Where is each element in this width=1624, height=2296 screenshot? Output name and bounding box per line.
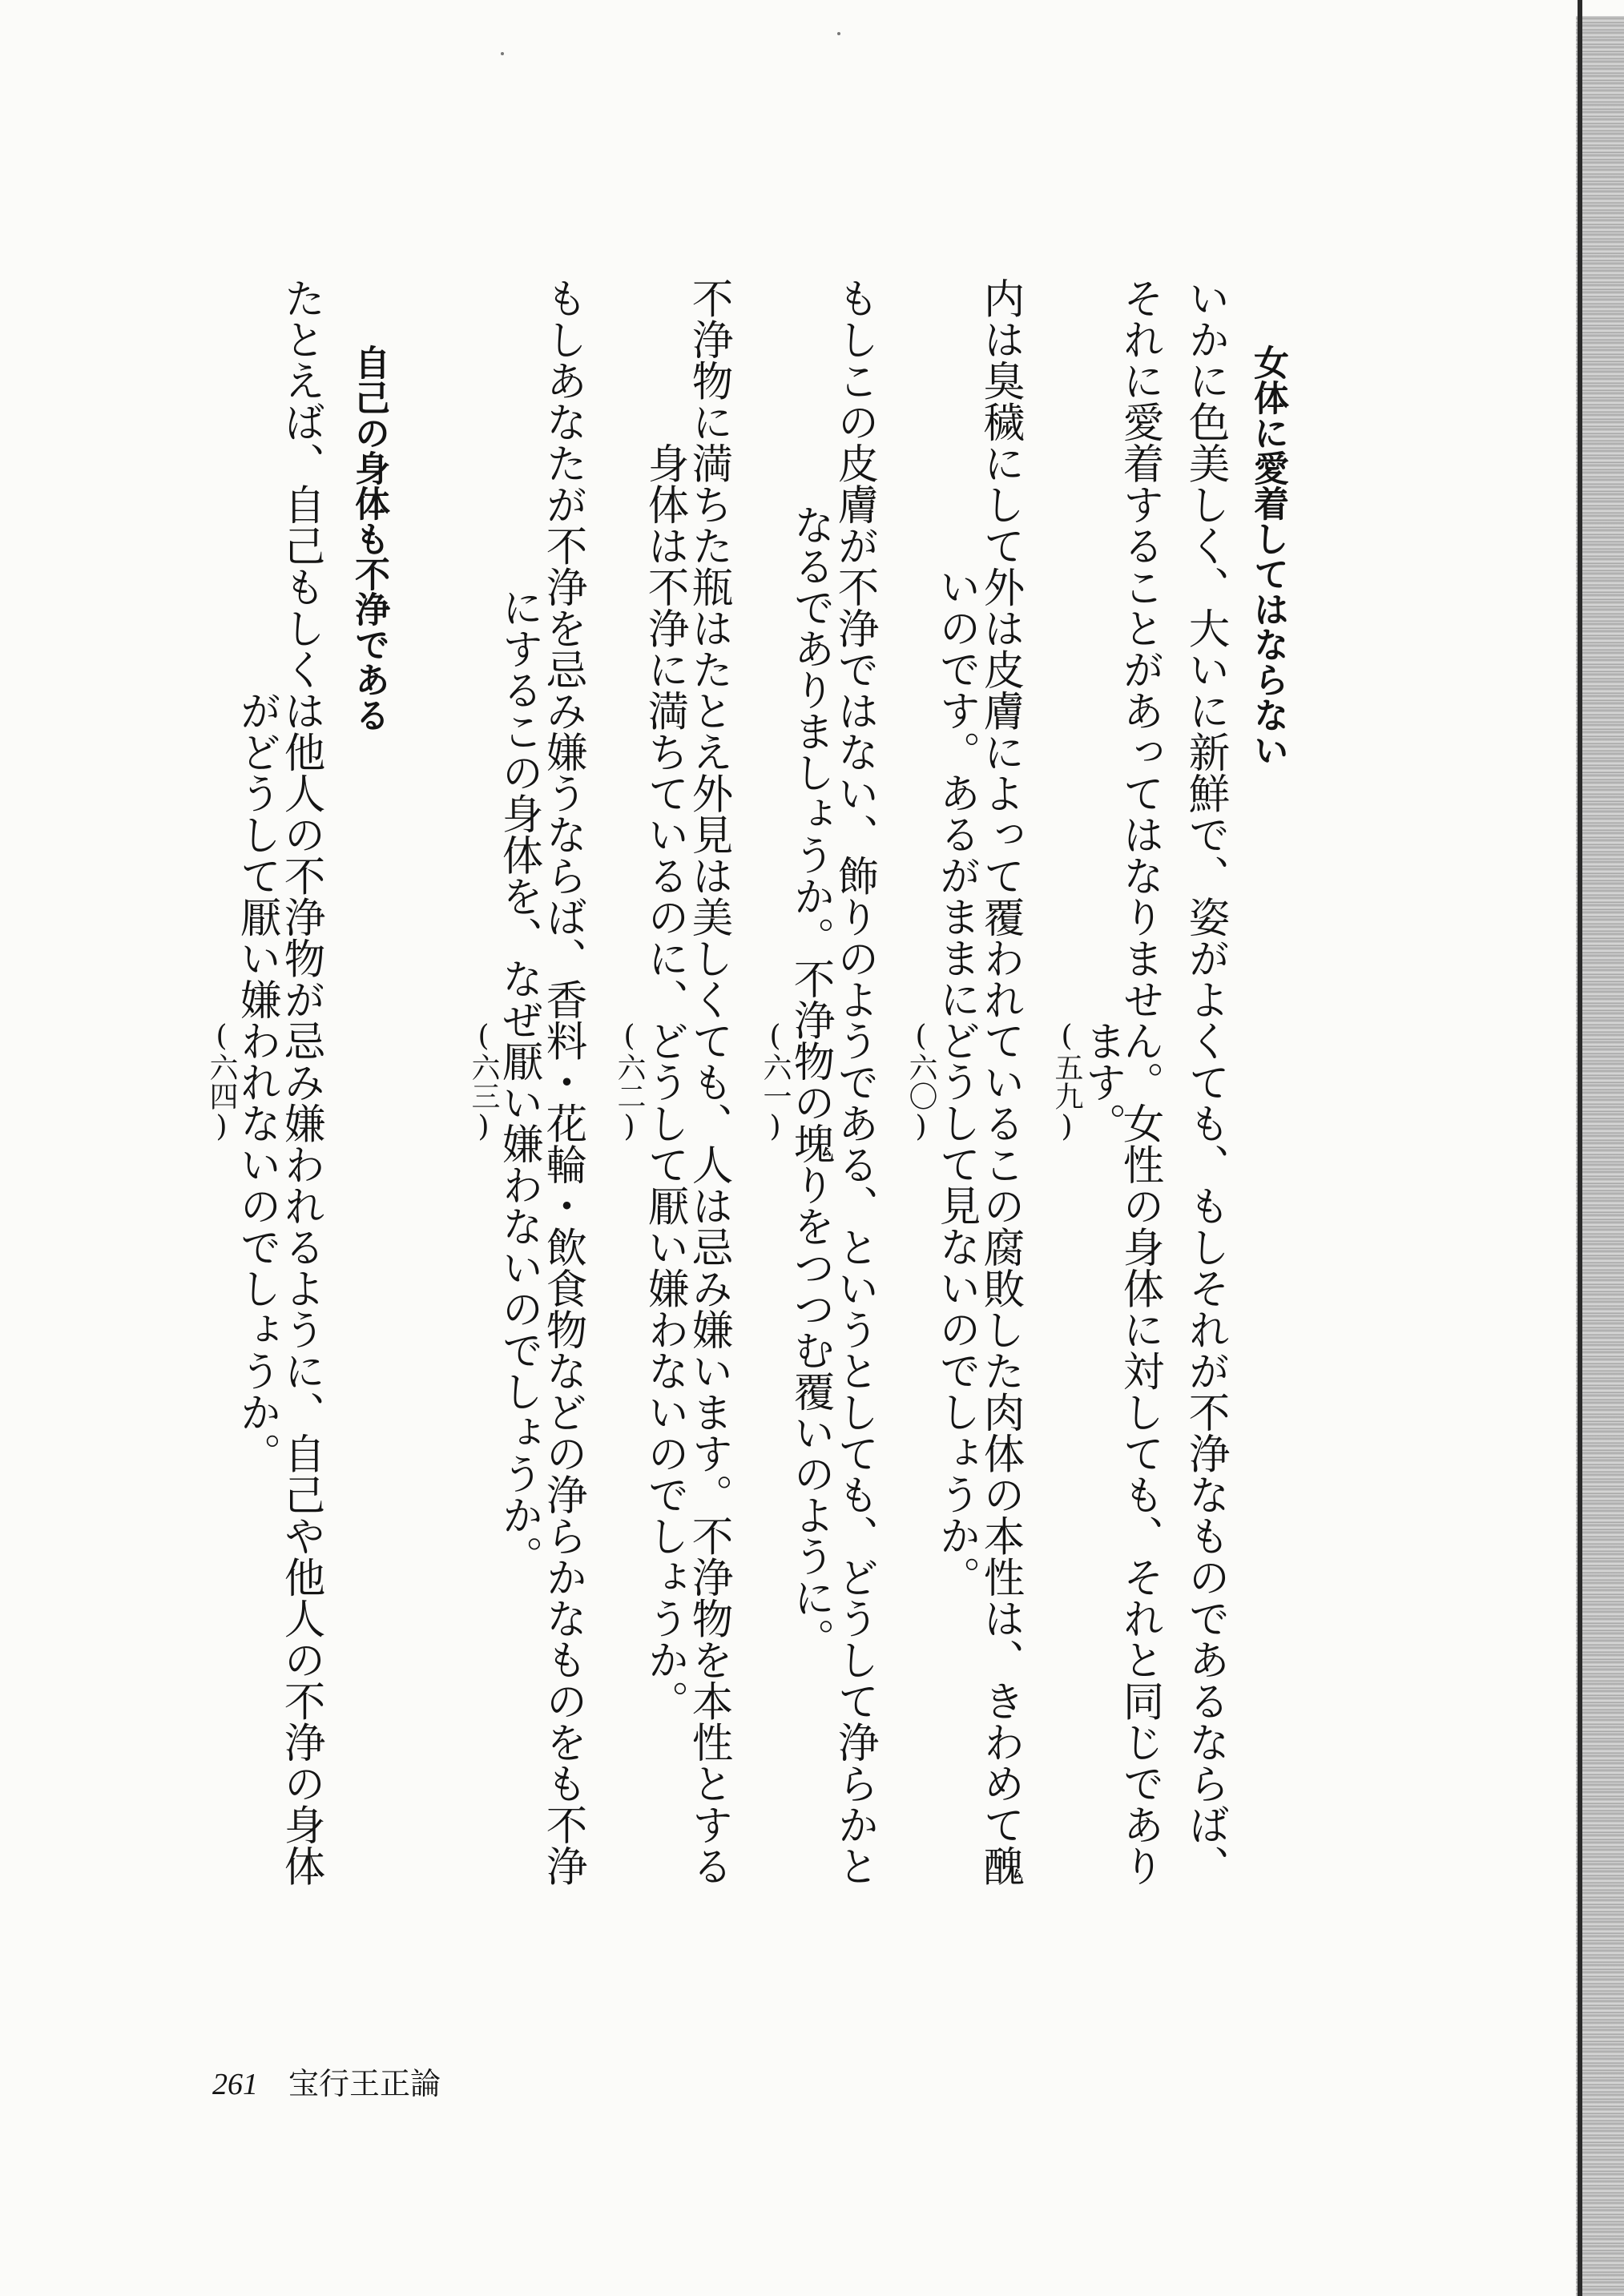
text-line bbox=[613, 320, 689, 1843]
line-content bbox=[467, 320, 543, 1843]
verse-number: (六二) bbox=[613, 1020, 646, 1143]
scan-speck bbox=[837, 32, 840, 35]
line-text: 身体は不浄に満ちているのに、どうして厭い嫌わないのでしょうか。 bbox=[640, 441, 689, 1722]
line-text: もしこの皮膚が不浄ではない、飾りのようである、というとしても、どうして浄らかと bbox=[830, 276, 879, 1887]
text-line bbox=[905, 320, 981, 1843]
line-text: がどうして厭い嫌われないのでしょうか。 bbox=[232, 689, 281, 1474]
line-text: 内は臭穢にして外は皮膚によって覆われているこの腐敗した肉体の本性は、きわめて醜 bbox=[976, 276, 1025, 1887]
verse-number: (六三) bbox=[467, 1020, 500, 1143]
text-line bbox=[976, 276, 1025, 1887]
text-line bbox=[1181, 276, 1230, 1887]
page-number: 261 bbox=[212, 2068, 258, 2101]
line-content bbox=[205, 320, 281, 1843]
text-line bbox=[830, 276, 879, 1887]
section-heading: 自己の身体も不浄である bbox=[349, 344, 389, 732]
line-content bbox=[276, 276, 325, 1887]
binding-edge bbox=[1576, 16, 1624, 2296]
verse-number: (六〇) bbox=[905, 1020, 937, 1143]
page-footer bbox=[212, 2059, 441, 2103]
line-text: それに愛着することがあってはなりません。女性の身体に対しても、それと同じであり bbox=[1115, 276, 1164, 1887]
text-line bbox=[759, 320, 835, 1843]
line-text: いのです。あるがままにどうして見ないのでしょうか。 bbox=[932, 566, 981, 1597]
line-content bbox=[905, 320, 981, 1843]
line-content bbox=[976, 276, 1025, 1887]
text-line bbox=[205, 320, 281, 1843]
line-text: もしあなたが不浄を忌み嫌うならば、香料・花輪・飲食物などの浄らかなものをも不浄 bbox=[538, 276, 587, 1887]
line-content bbox=[684, 276, 733, 1887]
verse-number: (六一) bbox=[759, 1020, 792, 1143]
line-content bbox=[613, 320, 689, 1843]
section-heading: 女体に愛着してはならない bbox=[1247, 344, 1288, 767]
text-line bbox=[684, 276, 733, 1887]
text-line bbox=[467, 320, 543, 1843]
line-content bbox=[538, 276, 587, 1887]
binding-edge-line bbox=[1578, 0, 1582, 2296]
line-content bbox=[759, 320, 835, 1843]
verse-number: (五九) bbox=[1050, 1020, 1083, 1143]
line-text: なるでありましょうか。不浄物の塊りをつつむ覆いのように。 bbox=[786, 504, 835, 1659]
text-line bbox=[538, 276, 587, 1887]
line-text: いかに色美しく、大いに新鮮で、姿がよくても、もしそれが不浄なものであるならば、 bbox=[1181, 276, 1230, 1887]
book-title: 宝行王正論 bbox=[288, 2066, 441, 2101]
line-content bbox=[1181, 276, 1230, 1887]
line-text: ます。 bbox=[1078, 1019, 1126, 1144]
line-content bbox=[1050, 320, 1126, 1843]
scan-speck bbox=[501, 52, 504, 55]
line-text: 不浄物に満ちた瓶はたとえ外見は美しくても、人は忌み嫌います。不浄物を本性とする bbox=[684, 276, 733, 1887]
verse-number: (六四) bbox=[205, 1020, 238, 1143]
line-text: たとえば、自己もしくは他人の不浄物が忌み嫌われるように、自己や他人の不浄の身体 bbox=[276, 276, 325, 1887]
text-line bbox=[276, 276, 325, 1887]
text-line bbox=[1050, 320, 1126, 1843]
line-text: にするこの身体を、なぜ厭い嫌わないのでしょうか。 bbox=[494, 586, 543, 1577]
line-content bbox=[830, 276, 879, 1887]
